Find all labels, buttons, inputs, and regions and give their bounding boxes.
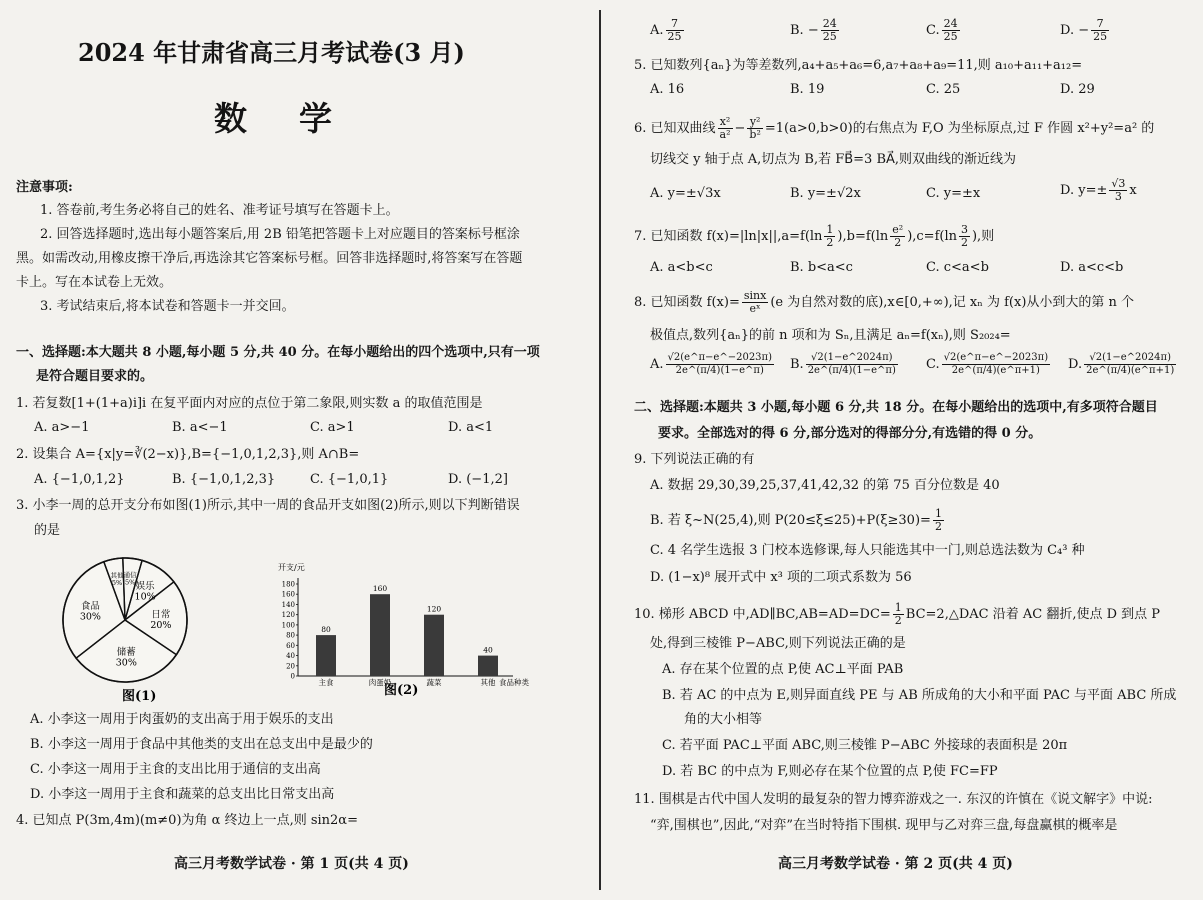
exam-page-1 bbox=[0, 0, 598, 900]
bar-tick-label: 60 bbox=[286, 641, 295, 650]
q7-fraction bbox=[824, 224, 835, 249]
exam-page-2 bbox=[604, 0, 1203, 900]
q10-option-b: B. 若 AC 的中点为 E,则异面直线 PE 与 AB 所成角的大小和平面 PAC 与平面 ABC 所成 bbox=[662, 688, 1177, 703]
page-footer: 高三月考数学试卷 · 第 1 页(共 4 页) bbox=[174, 856, 409, 872]
bar-tick-label: 0 bbox=[290, 672, 295, 681]
frac-den: b² bbox=[749, 128, 761, 141]
option-text: D. y=± bbox=[1060, 183, 1108, 198]
option-fraction bbox=[666, 18, 684, 43]
frac-num: √3 bbox=[1111, 177, 1126, 190]
q2-option-a: A. {−1,0,1,2} bbox=[34, 472, 125, 487]
q10-fraction bbox=[893, 602, 904, 627]
q8-option-c bbox=[926, 352, 1052, 377]
q7-text: ),b=f(ln bbox=[837, 229, 889, 244]
frac-den: 2e^(π/4)(1−e^π) bbox=[675, 365, 764, 376]
option-label: A. bbox=[650, 357, 664, 372]
pie-label-name: 日常 bbox=[151, 609, 171, 621]
frac-num: √2(e^π−e^−2023π) bbox=[667, 352, 773, 363]
q3-option-a: A. 小李这一周用于肉蛋奶的支出高于用于娱乐的支出 bbox=[30, 712, 334, 727]
question-7 bbox=[634, 224, 994, 249]
q7-option-c: C. c<a<b bbox=[926, 260, 989, 275]
bar-tick-label: 20 bbox=[286, 662, 295, 671]
q2-option-c: C. {−1,0,1} bbox=[310, 472, 389, 487]
option-label: C. bbox=[926, 23, 940, 38]
option-fraction bbox=[821, 18, 839, 43]
frac-den: 25 bbox=[667, 30, 682, 43]
question-3: 3. 小李一周的总开支分布如图(1)所示,其中一周的食品开支如图(2)所示,则以下判断错误 bbox=[16, 498, 520, 513]
q9-option-d: D. (1−x)⁸ 展开式中 x³ 项的二项式系数为 56 bbox=[650, 570, 912, 585]
question-4: 4. 已知点 P(3m,4m)(m≠0)为角 α 终边上一点,则 sin2α= bbox=[16, 813, 358, 828]
bar-tick-label: 80 bbox=[286, 631, 295, 640]
subject-title: 数学 bbox=[214, 99, 384, 138]
q8-option-d bbox=[1068, 352, 1178, 377]
q6-text: =1(a>0,b>0)的右焦点为 F,O 为坐标原点,过 F 作圆 x²+y²=a² 的 bbox=[764, 121, 1155, 136]
pie-label-pct: 20% bbox=[150, 620, 172, 632]
question-6 bbox=[634, 116, 1154, 141]
notice-line: 卡上。写在本试卷上无效。 bbox=[16, 275, 173, 290]
section-one-heading: 一、选择题:本大题共 8 小题,每小题 5 分,共 40 分。在每小题给出的四个选项中,只有一项 bbox=[16, 345, 540, 360]
bar-其他 bbox=[478, 656, 498, 676]
frac-den: 2e^(π/4)(1−e^π) bbox=[807, 365, 896, 376]
q7-option-a: A. a<b<c bbox=[650, 260, 713, 275]
frac-den: 3 bbox=[1114, 190, 1122, 203]
question-9: 9. 下列说法正确的有 bbox=[634, 452, 755, 467]
q2-option-b: B. {−1,0,1,2,3} bbox=[172, 472, 276, 487]
bar-value-label: 120 bbox=[426, 604, 442, 614]
q8-option-a bbox=[650, 352, 776, 377]
bar-category-label: 蔬菜 bbox=[426, 678, 442, 687]
pie-caption: 图(1) bbox=[122, 689, 157, 704]
q1-option-d: D. a<1 bbox=[448, 420, 494, 435]
frac-num: x² bbox=[718, 116, 733, 129]
q8-text: 8. 已知函数 f(x)= bbox=[634, 295, 740, 310]
q7-option-d: D. a<c<b bbox=[1060, 260, 1124, 275]
question-8-cont: 极值点,数列{aₙ}的前 n 项和为 Sₙ,且满足 aₙ=f(xₙ),则 S₂₀₂₄= bbox=[650, 328, 1011, 343]
question-10-cont: 处,得到三棱锥 P−ABC,则下列说法正确的是 bbox=[650, 636, 906, 651]
q1-option-b: B. a<−1 bbox=[172, 420, 228, 435]
question-8 bbox=[634, 290, 1134, 315]
q10-option-a: A. 存在某个位置的点 P,使 AC⊥平面 PAB bbox=[662, 662, 904, 677]
q4-option-a bbox=[650, 18, 686, 43]
bar-value-label: 40 bbox=[483, 645, 493, 655]
frac-den: 25 bbox=[943, 30, 958, 43]
q10-text: BC=2,△DAC 沿着 AC 翻折,使点 D 到点 P bbox=[905, 607, 1161, 622]
pie-label-name: 娱乐 bbox=[135, 581, 155, 593]
pie-chart bbox=[40, 550, 240, 710]
q6-option-a: A. y=±√3x bbox=[650, 186, 721, 201]
pie-label-pct: 30% bbox=[115, 657, 137, 669]
q9-option-a: A. 数据 29,30,39,25,37,41,42,32 的第 75 百分位数是 40 bbox=[650, 478, 1000, 493]
question-3-cont: 的是 bbox=[34, 523, 61, 538]
pie-label-pct: 30% bbox=[79, 611, 101, 623]
frac-den: eˣ bbox=[749, 302, 761, 315]
q9-option-c: C. 4 名学生选报 3 门校本选修课,每人只能选其中一门,则总选法数为 C₄³ 种 bbox=[650, 543, 1085, 558]
pie-label-pct: 10% bbox=[134, 591, 156, 603]
question-11: 11. 围棋是古代中国人发明的最复杂的智力博弈游戏之一. 东汉的许慎在《说文解字》中说: bbox=[634, 792, 1153, 807]
section-one-heading-cont: 是符合题目要求的。 bbox=[36, 369, 154, 384]
bar-tick-label: 180 bbox=[281, 580, 295, 589]
bar-xlabel: 食品种类 bbox=[499, 678, 529, 687]
frac-num: √2(1−e^2024π) bbox=[1084, 352, 1176, 365]
option-fraction bbox=[1084, 352, 1176, 377]
frac-den: a² bbox=[719, 128, 731, 141]
q7-option-b: B. b<a<c bbox=[790, 260, 853, 275]
bar-tick-label: 100 bbox=[281, 621, 295, 630]
q6-option-d bbox=[1060, 178, 1137, 203]
bar-category-label: 肉蛋奶 bbox=[368, 678, 392, 687]
q7-fraction bbox=[890, 224, 905, 249]
question-6-cont: 切线交 y 轴于点 A,切点为 B,若 FB⃗=3 BA⃗,则双曲线的渐近线为 bbox=[650, 152, 1017, 167]
bar-tick-label: 140 bbox=[281, 600, 295, 609]
q10-option-c: C. 若平面 PAC⊥平面 ABC,则三棱锥 P−ABC 外接球的表面积是 20π bbox=[662, 738, 1068, 753]
q5-option-c: C. 25 bbox=[926, 82, 961, 97]
frac-den: 2e^(π/4)(e^π+1) bbox=[1086, 365, 1175, 376]
frac-num: 1 bbox=[934, 507, 942, 520]
frac-den: 2 bbox=[894, 236, 902, 249]
option-text: x bbox=[1129, 183, 1137, 198]
q4-option-b bbox=[790, 18, 841, 43]
bar-value-label: 160 bbox=[372, 584, 388, 594]
bar-蔬菜 bbox=[424, 615, 444, 676]
frac-den: 2 bbox=[826, 236, 834, 249]
frac-den: 2 bbox=[960, 236, 968, 249]
bar-ylabel: 开支/元 bbox=[278, 563, 305, 572]
pie-label-name: 食品 bbox=[80, 601, 100, 613]
option-label: C. bbox=[926, 357, 940, 372]
bar-肉蛋奶 bbox=[370, 594, 390, 676]
q8-option-b bbox=[790, 352, 900, 377]
question-10 bbox=[634, 602, 1160, 627]
frac-num: 24 bbox=[943, 17, 958, 30]
bar-chart bbox=[268, 560, 568, 700]
q1-option-a: A. a>−1 bbox=[34, 420, 90, 435]
bar-主食 bbox=[316, 635, 336, 676]
pie-label-pct: 5% bbox=[124, 578, 136, 587]
q6-minus: − bbox=[734, 121, 746, 136]
pie-label-name: 储蓄 bbox=[116, 646, 136, 658]
notice-line: 黑。如需改动,用橡皮擦干净后,再选涂其它答案标号框。回答非选择题时,将答案写在答题 bbox=[16, 251, 523, 266]
frac-den: 2 bbox=[894, 614, 902, 627]
frac-num: 1 bbox=[894, 601, 902, 614]
frac-num: 24 bbox=[822, 17, 837, 30]
notice-line: 1. 答卷前,考生务必将自己的姓名、准考证号填写在答题卡上。 bbox=[40, 203, 399, 218]
q10-option-d: D. 若 BC 的中点为 F,则必存在某个位置的点 P,使 FC=FP bbox=[662, 764, 998, 779]
q10-option-b-cont: 角的大小相等 bbox=[684, 712, 763, 727]
frac-den: 25 bbox=[1093, 30, 1108, 43]
option-fraction bbox=[933, 508, 944, 533]
option-fraction bbox=[1109, 178, 1127, 203]
page-divider bbox=[599, 10, 601, 890]
frac-num: 3 bbox=[960, 223, 968, 236]
frac-num: e² bbox=[892, 223, 904, 236]
bar-category-label: 其他 bbox=[480, 678, 496, 687]
option-fraction bbox=[806, 352, 898, 377]
notice-line: 2. 回答选择题时,选出每小题答案后,用 2B 铅笔把答题卡上对应题目的答案标号框涂 bbox=[40, 227, 520, 242]
frac-num: 7 bbox=[1091, 18, 1109, 31]
option-sign: − bbox=[1078, 23, 1090, 38]
option-fraction bbox=[1091, 18, 1109, 43]
option-label: A. bbox=[650, 23, 664, 38]
option-label: B. bbox=[790, 23, 804, 38]
option-sign: − bbox=[807, 23, 819, 38]
option-fraction bbox=[942, 18, 960, 43]
question-11-cont: “弈,围棋也”,因此,“对弈”在当时特指下围棋. 现甲与乙对弈三盘,每盘赢棋的概率是 bbox=[650, 818, 1118, 833]
q7-text: ),则 bbox=[971, 229, 995, 244]
bar-tick-label: 40 bbox=[286, 652, 295, 661]
notice-heading: 注意事项: bbox=[16, 180, 73, 195]
q6-fraction-x bbox=[718, 116, 733, 141]
exam-title: 2024 年甘肃省高三月考试卷(3 月) bbox=[78, 38, 465, 67]
q2-option-d: D. (−1,2] bbox=[448, 472, 508, 487]
frac-num: y² bbox=[747, 116, 762, 129]
option-label: B. bbox=[790, 357, 804, 372]
q5-option-b: B. 19 bbox=[790, 82, 825, 97]
page-footer: 高三月考数学试卷 · 第 2 页(共 4 页) bbox=[778, 856, 1013, 872]
frac-num: 1 bbox=[826, 223, 834, 236]
q6-option-c: C. y=±x bbox=[926, 186, 981, 201]
q7-text: ),c=f(ln bbox=[907, 229, 957, 244]
option-label: D. bbox=[1068, 357, 1083, 372]
pie-label-pct: 5% bbox=[111, 579, 123, 588]
option-fraction bbox=[942, 352, 1050, 377]
bar-value-label: 80 bbox=[321, 625, 331, 635]
section-two-heading-cont: 要求。全部选对的得 6 分,部分选对的得部分分,有选错的得 0 分。 bbox=[658, 426, 1042, 441]
q6-fraction-y bbox=[747, 116, 762, 141]
q5-option-d: D. 29 bbox=[1060, 82, 1095, 97]
q4-option-c bbox=[926, 18, 962, 43]
q1-option-c: C. a>1 bbox=[310, 420, 355, 435]
q6-text: 6. 已知双曲线 bbox=[634, 121, 716, 136]
notice-line: 3. 考试结束后,将本试卷和答题卡一并交回。 bbox=[40, 299, 295, 314]
frac-den: 2 bbox=[934, 520, 942, 533]
q10-text: 10. 梯形 ABCD 中,AD∥BC,AB=AD=DC= bbox=[634, 607, 891, 622]
pie-label-name: 其他 bbox=[110, 571, 124, 580]
frac-den: 25 bbox=[822, 30, 837, 43]
bar-tick-label: 160 bbox=[281, 590, 295, 599]
q6-option-b: B. y=±√2x bbox=[790, 186, 861, 201]
q7-text: 7. 已知函数 f(x)=|ln|x||,a=f(ln bbox=[634, 229, 823, 244]
option-fraction bbox=[666, 352, 774, 377]
q8-fraction bbox=[742, 290, 768, 315]
question-1: 1. 若复数[1+(1+a)i]i 在复平面内对应的点位于第二象限,则实数 a 的取值范围是 bbox=[16, 396, 483, 411]
bar-caption: 图(2) bbox=[384, 683, 419, 698]
q9-option-b bbox=[650, 508, 946, 533]
bar-tick-label: 120 bbox=[281, 611, 295, 620]
frac-num: sinx bbox=[743, 289, 767, 302]
q3-option-d: D. 小李这一周用于主食和蔬菜的总支出比日常支出高 bbox=[30, 787, 335, 802]
pie-label-name: 通信 bbox=[123, 571, 137, 580]
q4-option-d bbox=[1060, 18, 1111, 43]
q3-option-c: C. 小李这一周用于主食的支出比用于通信的支出高 bbox=[30, 762, 321, 777]
frac-num: 7 bbox=[666, 18, 684, 31]
question-2: 2. 设集合 A={x|y=∛(2−x)},B={−1,0,1,2,3},则 A∩B= bbox=[16, 447, 360, 462]
q8-text: (e 为自然对数的底),x∈[0,+∞),记 xₙ 为 f(x)从小到大的第 n 个 bbox=[770, 295, 1135, 310]
q7-fraction bbox=[959, 224, 970, 249]
frac-num: √2(1−e^2024π) bbox=[806, 352, 898, 365]
q3-option-b: B. 小李这一周用于食品中其他类的支出在总支出中是最少的 bbox=[30, 737, 373, 752]
q5-option-a: A. 16 bbox=[650, 82, 685, 97]
option-label: D. bbox=[1060, 23, 1075, 38]
option-text: B. 若 ξ~N(25,4),则 P(20≤ξ≤25)+P(ξ≥30)= bbox=[650, 513, 931, 528]
section-two-heading: 二、选择题:本题共 3 小题,每小题 6 分,共 18 分。在每小题给出的选项中,有多项符合题目 bbox=[634, 400, 1158, 415]
question-5: 5. 已知数列{aₙ}为等差数列,a₄+a₅+a₆=6,a₇+a₈+a₉=11,则 a₁₀+a₁₁+a₁₂= bbox=[634, 58, 1083, 73]
bar-category-label: 主食 bbox=[318, 678, 334, 687]
frac-num: √2(e^π−e^−2023π) bbox=[943, 352, 1049, 363]
frac-den: 2e^(π/4)(e^π+1) bbox=[951, 365, 1040, 376]
